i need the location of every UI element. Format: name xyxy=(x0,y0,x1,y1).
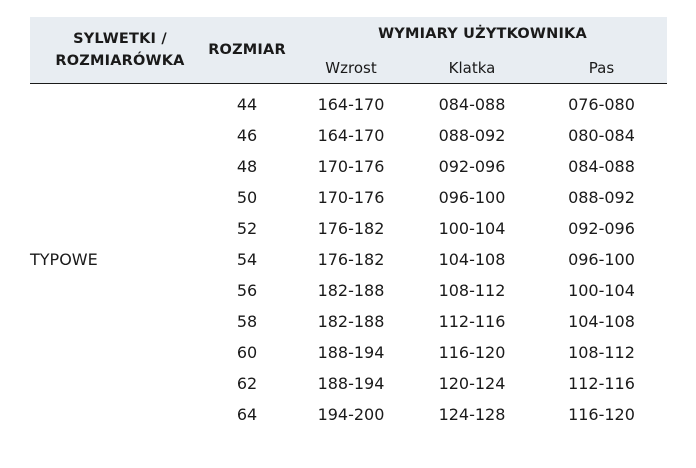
table-header xyxy=(30,17,667,84)
height-cell: 194-200 xyxy=(317,405,385,424)
height-cell: 176-182 xyxy=(317,250,385,269)
height-cell: 164-170 xyxy=(317,95,385,114)
chest-cell: 092-096 xyxy=(438,157,506,176)
chest-cell: 096-100 xyxy=(438,188,506,207)
size-cell: 50 xyxy=(236,188,258,207)
chest-cell: 116-120 xyxy=(438,343,506,362)
height-cell: 164-170 xyxy=(317,126,385,145)
silhouette-column-header: SYLWETKI / ROZMIARÓWKA xyxy=(55,31,185,69)
chest-cell: 108-112 xyxy=(438,281,506,300)
table-row xyxy=(30,213,667,244)
size-cell: 56 xyxy=(236,281,258,300)
size-cell: 58 xyxy=(236,312,258,331)
size-cell: 54 xyxy=(236,250,258,269)
waist-cell: 116-120 xyxy=(568,405,635,424)
size-cell: 48 xyxy=(236,157,258,176)
size-cell: 44 xyxy=(236,95,258,114)
waist-cell: 100-104 xyxy=(568,281,635,300)
table-row xyxy=(30,120,667,151)
height-cell: 182-188 xyxy=(317,281,385,300)
waist-cell: 112-116 xyxy=(568,374,635,393)
table-row xyxy=(30,337,667,368)
chest-cell: 084-088 xyxy=(438,95,506,114)
waist-cell: 080-084 xyxy=(568,126,635,145)
table-row xyxy=(30,151,667,182)
size-cell: 46 xyxy=(236,126,258,145)
table-row xyxy=(30,306,667,337)
table-row xyxy=(30,244,667,275)
chest-cell: 104-108 xyxy=(438,250,506,269)
table-row xyxy=(30,182,667,213)
chest-cell: 124-128 xyxy=(438,405,506,424)
waist-cell: 104-108 xyxy=(568,312,635,331)
table-row xyxy=(30,275,667,306)
waist-cell: 084-088 xyxy=(568,157,635,176)
measurements-group-header: WYMIARY UŻYTKOWNIKA xyxy=(378,25,587,42)
chest-cell: 100-104 xyxy=(438,219,506,238)
chest-cell: 088-092 xyxy=(438,126,506,145)
height-cell: 182-188 xyxy=(317,312,385,331)
table-row xyxy=(30,89,667,120)
size-cell: 60 xyxy=(236,343,258,362)
silhouette-label: TYPOWE xyxy=(30,250,98,269)
waist-cell: 092-096 xyxy=(568,219,635,238)
size-column-header: ROZMIAR xyxy=(208,42,286,58)
waist-cell: 088-092 xyxy=(568,188,635,207)
height-cell: 170-176 xyxy=(317,188,385,207)
chest-column-header: Klatka xyxy=(448,59,496,77)
waist-cell: 108-112 xyxy=(568,343,635,362)
waist-column-header: Pas xyxy=(588,59,615,77)
size-chart-table xyxy=(30,17,667,430)
height-cell: 188-194 xyxy=(317,343,385,362)
waist-cell: 096-100 xyxy=(568,250,635,269)
table-row xyxy=(30,368,667,399)
height-cell: 176-182 xyxy=(317,219,385,238)
height-column-header: Wzrost xyxy=(325,59,377,77)
size-cell: 52 xyxy=(236,219,258,238)
waist-cell: 076-080 xyxy=(568,95,635,114)
size-cell: 64 xyxy=(236,405,258,424)
table-body xyxy=(30,84,667,430)
height-cell: 170-176 xyxy=(317,157,385,176)
chest-cell: 120-124 xyxy=(438,374,506,393)
height-cell: 188-194 xyxy=(317,374,385,393)
size-cell: 62 xyxy=(236,374,258,393)
chest-cell: 112-116 xyxy=(438,312,506,331)
table-row xyxy=(30,399,667,430)
